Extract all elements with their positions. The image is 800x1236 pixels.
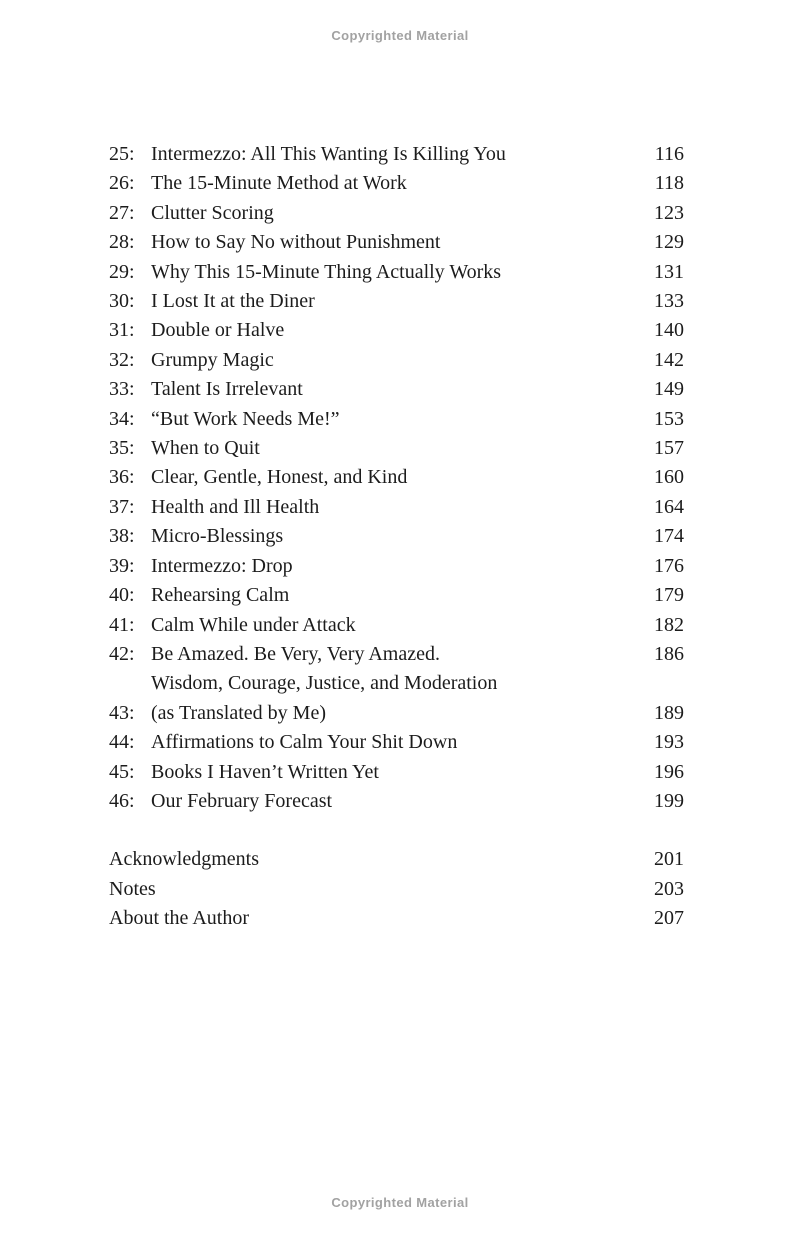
page-number: 193 <box>654 731 684 754</box>
page-number: 189 <box>654 701 684 724</box>
chapter-title-line: Wisdom, Courage, Justice, and Moderation <box>151 672 498 695</box>
chapter-number: 44: <box>109 731 135 754</box>
page-number: 123 <box>654 201 684 224</box>
page-number: 149 <box>654 378 684 401</box>
chapter-title <box>151 758 654 787</box>
chapter-title-line: Be Amazed. Be Very, Very Amazed. <box>151 642 440 665</box>
page-number: 201 <box>654 848 684 871</box>
back-matter-title: Notes <box>109 877 156 900</box>
page-number: 142 <box>654 348 684 371</box>
toc-entry <box>109 316 684 345</box>
chapter-number: 34: <box>109 407 135 430</box>
chapter-title-line: The 15-Minute Method at Work <box>151 172 407 195</box>
toc-entry <box>109 228 684 257</box>
chapter-number: 30: <box>109 290 135 313</box>
chapter-title <box>151 522 654 551</box>
toc-chapter-list <box>109 140 684 816</box>
toc-entry <box>109 669 684 728</box>
chapter-title <box>151 728 654 757</box>
chapter-title <box>151 434 654 463</box>
chapter-title-line: Affirmations to Calm Your Shit Down <box>151 731 458 754</box>
page-number: 157 <box>654 437 684 460</box>
chapter-title-line: Why This 15-Minute Thing Actually Works <box>151 260 502 283</box>
page-number: 160 <box>654 466 684 489</box>
page-number: 179 <box>654 584 684 607</box>
chapter-title <box>151 787 654 816</box>
toc-back-matter-list <box>109 845 684 933</box>
chapter-number: 46: <box>109 789 135 812</box>
page-number: 140 <box>654 319 684 342</box>
table-of-contents <box>109 140 684 934</box>
toc-entry <box>109 258 684 287</box>
page-number: 116 <box>654 143 684 165</box>
chapter-title-line: When to Quit <box>151 437 260 460</box>
chapter-title-line: How to Say No without Punishment <box>151 231 441 254</box>
chapter-title <box>151 228 654 257</box>
chapter-number: 40: <box>109 584 135 607</box>
toc-entry <box>109 787 684 816</box>
chapter-title-line: “But Work Needs Me!” <box>151 407 340 430</box>
page-number: 118 <box>654 172 684 195</box>
chapter-number: 42: <box>109 642 135 665</box>
toc-entry <box>109 728 684 757</box>
chapter-title <box>151 493 654 522</box>
chapter-title <box>151 258 654 287</box>
toc-entry <box>109 434 684 463</box>
chapter-title <box>151 581 654 610</box>
page-number: 129 <box>654 231 684 254</box>
chapter-title-line: I Lost It at the Diner <box>151 290 315 313</box>
chapter-title-line: Books I Haven’t Written Yet <box>151 760 379 783</box>
copyright-notice-bottom: Copyrighted Material <box>331 1195 469 1210</box>
chapter-number: 35: <box>109 437 135 460</box>
chapter-number: 28: <box>109 231 135 254</box>
chapter-number: 27: <box>109 201 135 224</box>
chapter-number: 33: <box>109 378 135 401</box>
copyright-notice-top: Copyrighted Material <box>331 28 469 43</box>
toc-entry <box>109 611 684 640</box>
toc-entry <box>109 375 684 404</box>
chapter-title-line: Our February Forecast <box>151 789 333 812</box>
chapter-number: 41: <box>109 613 135 636</box>
page-number: 133 <box>654 290 684 313</box>
chapter-title-line2: (as Translated by Me) <box>151 701 326 724</box>
chapter-title <box>151 169 655 198</box>
chapter-title <box>151 463 654 492</box>
chapter-number: 32: <box>109 348 135 371</box>
chapter-title-line: Micro-Blessings <box>151 525 284 548</box>
page-number: 203 <box>654 877 684 900</box>
chapter-title <box>151 669 654 728</box>
toc-back-matter-entry <box>109 904 684 933</box>
toc-entry <box>109 463 684 492</box>
chapter-number: 29: <box>109 260 135 283</box>
chapter-title <box>151 375 654 404</box>
chapter-title <box>151 640 654 669</box>
chapter-number: 45: <box>109 760 135 783</box>
toc-entry <box>109 581 684 610</box>
toc-entry <box>109 169 684 198</box>
toc-entry <box>109 758 684 787</box>
toc-entry <box>109 552 684 581</box>
chapter-number: 38: <box>109 525 135 548</box>
chapter-title <box>151 611 654 640</box>
chapter-number: 26: <box>109 172 135 195</box>
chapter-number: 39: <box>109 554 135 577</box>
page-number: 199 <box>654 789 684 812</box>
toc-entry <box>109 493 684 522</box>
chapter-title <box>151 287 654 316</box>
toc-entry <box>109 346 684 375</box>
chapter-title-line: Double or Halve <box>151 319 285 342</box>
chapter-title-line: Calm While under Attack <box>151 613 356 636</box>
toc-entry <box>109 287 684 316</box>
chapter-title-line: Intermezzo: All This Wanting Is Killing You <box>151 143 506 165</box>
toc-entry <box>109 405 684 434</box>
chapter-number: 43: <box>109 701 135 724</box>
chapter-title-line: Rehearsing Calm <box>151 584 290 607</box>
page-number: 164 <box>654 495 684 518</box>
chapter-title-line: Health and Ill Health <box>151 495 320 518</box>
toc-back-matter-entry <box>109 875 684 904</box>
back-matter-title: Acknowledgments <box>109 848 259 871</box>
chapter-title <box>151 346 654 375</box>
page-number: 153 <box>654 407 684 430</box>
toc-entry <box>109 640 684 669</box>
toc-back-matter-entry <box>109 845 684 874</box>
page-number: 176 <box>654 554 684 577</box>
chapter-title <box>151 140 655 169</box>
chapter-title-line: Clutter Scoring <box>151 201 274 224</box>
page-number: 174 <box>654 525 684 548</box>
chapter-number: 31: <box>109 319 135 342</box>
chapter-title-line: Clear, Gentle, Honest, and Kind <box>151 466 408 489</box>
page-number: 207 <box>654 907 684 930</box>
chapter-title <box>151 199 654 228</box>
chapter-title <box>151 552 654 581</box>
chapter-number: 36: <box>109 466 135 489</box>
toc-entry <box>109 140 684 169</box>
toc-entry <box>109 522 684 551</box>
chapter-title <box>151 405 654 434</box>
chapter-number: 37: <box>109 495 135 518</box>
page-number: 131 <box>654 260 684 283</box>
toc-entry <box>109 199 684 228</box>
chapter-title <box>151 316 654 345</box>
chapter-title-line: Grumpy Magic <box>151 348 274 371</box>
page-number: 182 <box>654 613 684 636</box>
page-number: 186 <box>654 642 684 665</box>
chapter-title-line: Intermezzo: Drop <box>151 554 293 577</box>
page-number: 196 <box>654 760 684 783</box>
chapter-title-line: Talent Is Irrelevant <box>151 378 303 401</box>
back-matter-title: About the Author <box>109 907 249 930</box>
chapter-number: 25: <box>109 143 135 165</box>
